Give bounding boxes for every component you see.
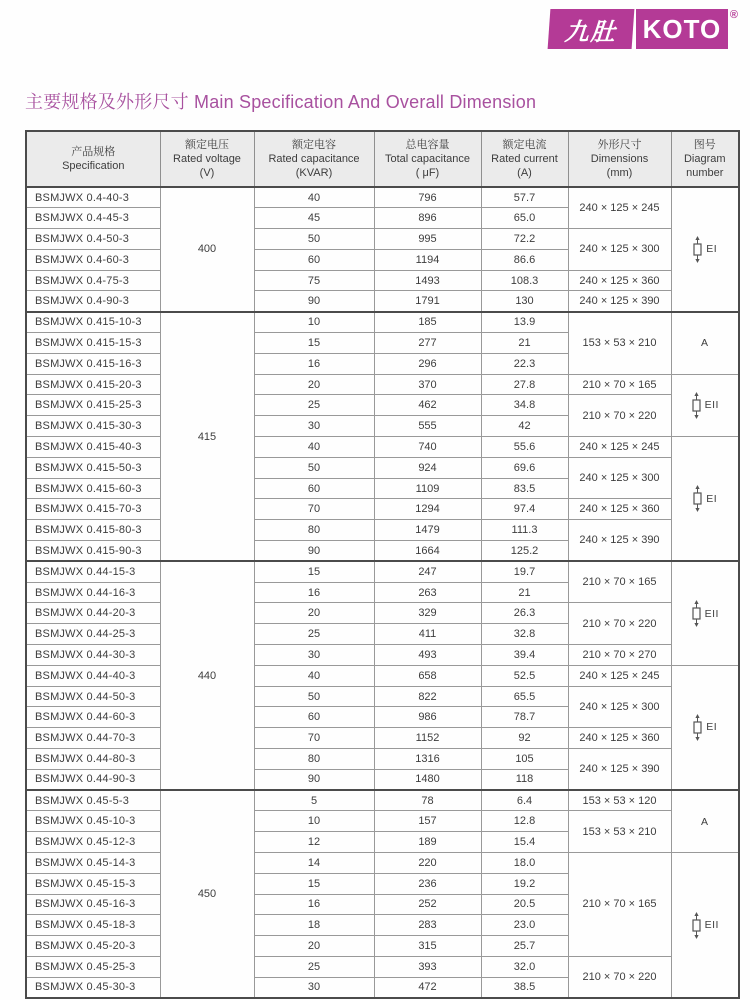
current-cell: 32.8 [481,624,568,645]
table-row [26,499,739,520]
table-row [26,270,739,291]
diagram-cell [671,374,739,436]
capacitance-cell: 75 [254,270,374,291]
logo-koto-wordmark: KOTO [636,9,728,49]
table-row [26,520,739,541]
total-capacitance-cell: 220 [374,853,481,874]
total-capacitance-cell: 277 [374,333,481,354]
spec-cell: BSMJWX 0.415-25-3 [26,395,160,416]
column-header-unit: ( μF) [415,167,440,180]
current-cell: 125.2 [481,541,568,562]
capacitance-cell: 15 [254,873,374,894]
diagram-content [674,912,737,939]
capacitance-cell: 15 [254,561,374,582]
current-cell: 21 [481,582,568,603]
spec-cell: BSMJWX 0.415-30-3 [26,416,160,437]
dimensions-cell: 240 × 125 × 300 [568,229,671,271]
capacitance-cell: 70 [254,499,374,520]
capacitance-cell: 50 [254,457,374,478]
current-cell: 20.5 [481,894,568,915]
dimensions-cell: 153 × 53 × 210 [568,811,671,853]
spec-cell: BSMJWX 0.44-20-3 [26,603,160,624]
current-cell: 21 [481,333,568,354]
spec-cell: BSMJWX 0.45-16-3 [26,894,160,915]
page-title: 主要规格及外形尺寸 Main Specification And Overall Dimension [25,92,537,112]
spec-cell: BSMJWX 0.45-14-3 [26,853,160,874]
capacitance-cell: 25 [254,956,374,977]
current-cell: 111.3 [481,520,568,541]
dimensions-cell: 240 × 125 × 390 [568,520,671,562]
column-header-zh: 产品规格 [71,145,116,158]
total-capacitance-cell: 1152 [374,728,481,749]
logo-chinese-mark: 九肚 [547,9,634,49]
spec-cell: BSMJWX 0.4-45-3 [26,208,160,229]
capacitance-cell: 60 [254,707,374,728]
table-row [26,728,739,749]
capacitance-cell: 90 [254,541,374,562]
capacitance-cell: 25 [254,624,374,645]
current-cell: 6.4 [481,790,568,811]
column-header-zh: 图号 [693,138,716,151]
total-capacitance-cell: 185 [374,312,481,333]
voltage-cell: 415 [160,312,254,562]
dimensions-cell: 210 × 70 × 270 [568,645,671,666]
voltage-cell: 450 [160,790,254,998]
capacitor-icon [691,600,702,627]
current-cell: 105 [481,749,568,770]
dimensions-cell: 240 × 125 × 360 [568,499,671,520]
column-header-en: Total capacitance [385,152,470,165]
total-capacitance-cell: 157 [374,811,481,832]
specification-table [25,130,740,999]
spec-cell: BSMJWX 0.415-80-3 [26,520,160,541]
capacitance-cell: 18 [254,915,374,936]
spec-cell: BSMJWX 0.415-40-3 [26,437,160,458]
spec-cell: BSMJWX 0.4-90-3 [26,291,160,312]
spec-cell: BSMJWX 0.44-70-3 [26,728,160,749]
dimensions-cell: 210 × 70 × 165 [568,561,671,603]
column-header-unit: (V) [199,167,215,180]
diagram-cell [671,437,739,562]
capacitor-icon [692,236,703,263]
total-capacitance-cell: 555 [374,416,481,437]
capacitance-cell: 50 [254,686,374,707]
dimensions-cell: 210 × 70 × 165 [568,853,671,957]
column-header-en: Diagram [683,152,726,165]
dimensions-cell: 240 × 125 × 245 [568,187,671,229]
total-capacitance-cell: 462 [374,395,481,416]
capacitance-cell: 45 [254,208,374,229]
total-capacitance-cell: 1493 [374,270,481,291]
capacitance-cell: 25 [254,395,374,416]
column-header-zh: 额定电压 [185,138,229,151]
current-cell: 65.5 [481,686,568,707]
spec-cell: BSMJWX 0.415-16-3 [26,353,160,374]
capacitance-cell: 50 [254,229,374,250]
capacitor-icon [692,714,703,741]
current-cell: 18.0 [481,853,568,874]
table-row [26,749,739,770]
capacitance-cell: 80 [254,749,374,770]
diagram-cell [671,790,739,852]
diagram-cell [671,665,739,790]
dimensions-cell: 210 × 70 × 220 [568,603,671,645]
voltage-cell: 440 [160,561,254,790]
capacitance-cell: 60 [254,249,374,270]
table-row [26,187,739,208]
current-cell: 12.8 [481,811,568,832]
current-cell: 22.3 [481,353,568,374]
dimensions-cell: 240 × 125 × 390 [568,291,671,312]
spec-cell: BSMJWX 0.45-15-3 [26,873,160,894]
spec-cell: BSMJWX 0.45-5-3 [26,790,160,811]
table-row [26,312,739,333]
dimensions-cell: 240 × 125 × 245 [568,665,671,686]
diagram-cell [671,853,739,999]
spec-cell: BSMJWX 0.415-60-3 [26,478,160,499]
current-cell: 15.4 [481,832,568,853]
column-header-unit: number [686,167,724,180]
table-header [26,131,739,187]
spec-cell: BSMJWX 0.44-16-3 [26,582,160,603]
table-row [26,811,739,832]
dimensions-cell: 240 × 125 × 300 [568,457,671,499]
total-capacitance-cell: 986 [374,707,481,728]
diagram-content [674,485,737,512]
koto-logo [549,9,738,49]
dimensions-cell: 210 × 70 × 165 [568,374,671,395]
total-capacitance-cell: 493 [374,645,481,666]
capacitance-cell: 15 [254,333,374,354]
current-cell: 52.5 [481,665,568,686]
column-header-0 [26,131,160,187]
header-row [26,131,739,187]
capacitance-cell: 30 [254,977,374,998]
current-cell: 26.3 [481,603,568,624]
column-header-unit: (mm) [606,167,633,180]
total-capacitance-cell: 1479 [374,520,481,541]
current-cell: 27.8 [481,374,568,395]
capacitance-cell: 16 [254,894,374,915]
spec-cell: BSMJWX 0.45-25-3 [26,956,160,977]
column-header-4 [481,131,568,187]
spec-cell: BSMJWX 0.44-50-3 [26,686,160,707]
diagram-label: EI [706,243,718,256]
spec-cell: BSMJWX 0.44-25-3 [26,624,160,645]
current-cell: 86.6 [481,249,568,270]
spec-cell: BSMJWX 0.4-75-3 [26,270,160,291]
dimensions-cell: 240 × 125 × 245 [568,437,671,458]
diagram-cell [671,187,739,312]
current-cell: 39.4 [481,645,568,666]
column-header-en: Dimensions [590,152,649,165]
capacitance-cell: 10 [254,811,374,832]
capacitance-cell: 90 [254,291,374,312]
total-capacitance-cell: 370 [374,374,481,395]
spec-cell: BSMJWX 0.415-10-3 [26,312,160,333]
total-capacitance-cell: 924 [374,457,481,478]
table-row [26,229,739,250]
total-capacitance-cell: 329 [374,603,481,624]
column-header-unit: (KVAR) [295,167,333,180]
table-row [26,374,739,395]
diagram-label: EII [704,607,719,620]
current-cell: 38.5 [481,977,568,998]
total-capacitance-cell: 1480 [374,769,481,790]
table-row [26,686,739,707]
total-capacitance-cell: 393 [374,956,481,977]
current-cell: 32.0 [481,956,568,977]
capacitance-cell: 14 [254,853,374,874]
diagram-content [674,392,737,419]
diagram-content [674,816,737,828]
capacitance-cell: 30 [254,645,374,666]
spec-cell: BSMJWX 0.44-30-3 [26,645,160,666]
spec-cell: BSMJWX 0.45-10-3 [26,811,160,832]
current-cell: 97.4 [481,499,568,520]
capacitance-cell: 70 [254,728,374,749]
total-capacitance-cell: 283 [374,915,481,936]
current-cell: 55.6 [481,437,568,458]
total-capacitance-cell: 740 [374,437,481,458]
diagram-label: EII [704,399,719,412]
current-cell: 65.0 [481,208,568,229]
column-header-5 [568,131,671,187]
diagram-content [674,714,737,741]
total-capacitance-cell: 1316 [374,749,481,770]
diagram-cell [671,312,739,374]
column-header-1 [160,131,254,187]
diagram-content [674,236,737,263]
voltage-cell: 400 [160,187,254,312]
column-header-zh: 外形尺寸 [597,138,642,151]
column-header-en: Rated capacitance [268,152,360,165]
capacitance-cell: 20 [254,936,374,957]
current-cell: 72.2 [481,229,568,250]
table-row [26,437,739,458]
table-row [26,291,739,312]
capacitance-cell: 90 [254,769,374,790]
spec-cell: BSMJWX 0.415-70-3 [26,499,160,520]
current-cell: 130 [481,291,568,312]
total-capacitance-cell: 1294 [374,499,481,520]
current-cell: 34.8 [481,395,568,416]
table-row [26,645,739,666]
total-capacitance-cell: 236 [374,873,481,894]
spec-cell: BSMJWX 0.45-12-3 [26,832,160,853]
dimensions-cell: 240 × 125 × 360 [568,270,671,291]
table-row [26,457,739,478]
dimensions-cell: 210 × 70 × 220 [568,956,671,998]
dimensions-cell: 153 × 53 × 120 [568,790,671,811]
capacitance-cell: 30 [254,416,374,437]
capacitance-cell: 40 [254,187,374,208]
spec-cell: BSMJWX 0.44-40-3 [26,665,160,686]
diagram-label: EI [706,492,718,505]
capacitance-cell: 12 [254,832,374,853]
current-cell: 19.7 [481,561,568,582]
total-capacitance-cell: 995 [374,229,481,250]
capacitance-cell: 60 [254,478,374,499]
total-capacitance-cell: 252 [374,894,481,915]
column-header-2 [254,131,374,187]
column-header-zh: 额定电容 [292,138,336,151]
table-row [26,853,739,874]
table-row [26,956,739,977]
spec-cell: BSMJWX 0.4-50-3 [26,229,160,250]
diagram-label: EII [704,919,719,932]
current-cell: 69.6 [481,457,568,478]
total-capacitance-cell: 472 [374,977,481,998]
capacitance-cell: 16 [254,582,374,603]
capacitance-cell: 20 [254,603,374,624]
total-capacitance-cell: 896 [374,208,481,229]
current-cell: 92 [481,728,568,749]
current-cell: 118 [481,769,568,790]
current-cell: 83.5 [481,478,568,499]
total-capacitance-cell: 411 [374,624,481,645]
spec-cell: BSMJWX 0.44-60-3 [26,707,160,728]
dimensions-cell: 153 × 53 × 210 [568,312,671,374]
total-capacitance-cell: 296 [374,353,481,374]
column-header-en: Rated current [491,152,558,165]
total-capacitance-cell: 1194 [374,249,481,270]
spec-cell: BSMJWX 0.4-60-3 [26,249,160,270]
diagram-cell [671,561,739,665]
total-capacitance-cell: 263 [374,582,481,603]
spec-cell: BSMJWX 0.415-50-3 [26,457,160,478]
total-capacitance-cell: 1664 [374,541,481,562]
capacitance-cell: 80 [254,520,374,541]
total-capacitance-cell: 796 [374,187,481,208]
capacitor-icon [691,912,702,939]
column-header-zh: 总电容量 [405,138,450,151]
spec-cell: BSMJWX 0.415-20-3 [26,374,160,395]
spec-cell: BSMJWX 0.415-90-3 [26,541,160,562]
table-row [26,790,739,811]
current-cell: 42 [481,416,568,437]
dimensions-cell: 240 × 125 × 360 [568,728,671,749]
registered-trademark-icon: ® [729,9,738,21]
capacitance-cell: 16 [254,353,374,374]
spec-cell: BSMJWX 0.415-15-3 [26,333,160,354]
diagram-label: A [700,815,709,828]
table-row [26,665,739,686]
total-capacitance-cell: 189 [374,832,481,853]
total-capacitance-cell: 658 [374,665,481,686]
diagram-label: EI [706,721,718,734]
spec-cell: BSMJWX 0.45-30-3 [26,977,160,998]
table-row [26,395,739,416]
capacitance-cell: 20 [254,374,374,395]
capacitance-cell: 40 [254,665,374,686]
total-capacitance-cell: 315 [374,936,481,957]
current-cell: 13.9 [481,312,568,333]
column-header-unit: (A) [517,167,532,180]
column-header-en: Rated voltage [173,152,241,165]
spec-cell: BSMJWX 0.45-18-3 [26,915,160,936]
column-header-zh: 额定电流 [502,138,547,151]
dimensions-cell: 210 × 70 × 220 [568,395,671,437]
total-capacitance-cell: 1109 [374,478,481,499]
current-cell: 19.2 [481,873,568,894]
total-capacitance-cell: 1791 [374,291,481,312]
diagram-label: A [700,337,709,350]
current-cell: 78.7 [481,707,568,728]
dimensions-cell: 240 × 125 × 390 [568,749,671,791]
capacitance-cell: 40 [254,437,374,458]
spec-cell: BSMJWX 0.44-15-3 [26,561,160,582]
capacitance-cell: 10 [254,312,374,333]
capacitor-icon [691,392,702,419]
dimensions-cell: 240 × 125 × 300 [568,686,671,728]
spec-cell: BSMJWX 0.45-20-3 [26,936,160,957]
current-cell: 57.7 [481,187,568,208]
table-row [26,603,739,624]
spec-cell: BSMJWX 0.44-90-3 [26,769,160,790]
diagram-content [674,600,737,627]
spec-cell: BSMJWX 0.44-80-3 [26,749,160,770]
current-cell: 25.7 [481,936,568,957]
capacitance-cell: 5 [254,790,374,811]
table-row [26,561,739,582]
column-header-en: Specification [62,160,125,172]
spec-cell: BSMJWX 0.4-40-3 [26,187,160,208]
current-cell: 108.3 [481,270,568,291]
column-header-6 [671,131,739,187]
total-capacitance-cell: 78 [374,790,481,811]
diagram-content [674,337,737,349]
total-capacitance-cell: 822 [374,686,481,707]
total-capacitance-cell: 247 [374,561,481,582]
capacitor-icon [692,485,703,512]
column-header-3 [374,131,481,187]
current-cell: 23.0 [481,915,568,936]
